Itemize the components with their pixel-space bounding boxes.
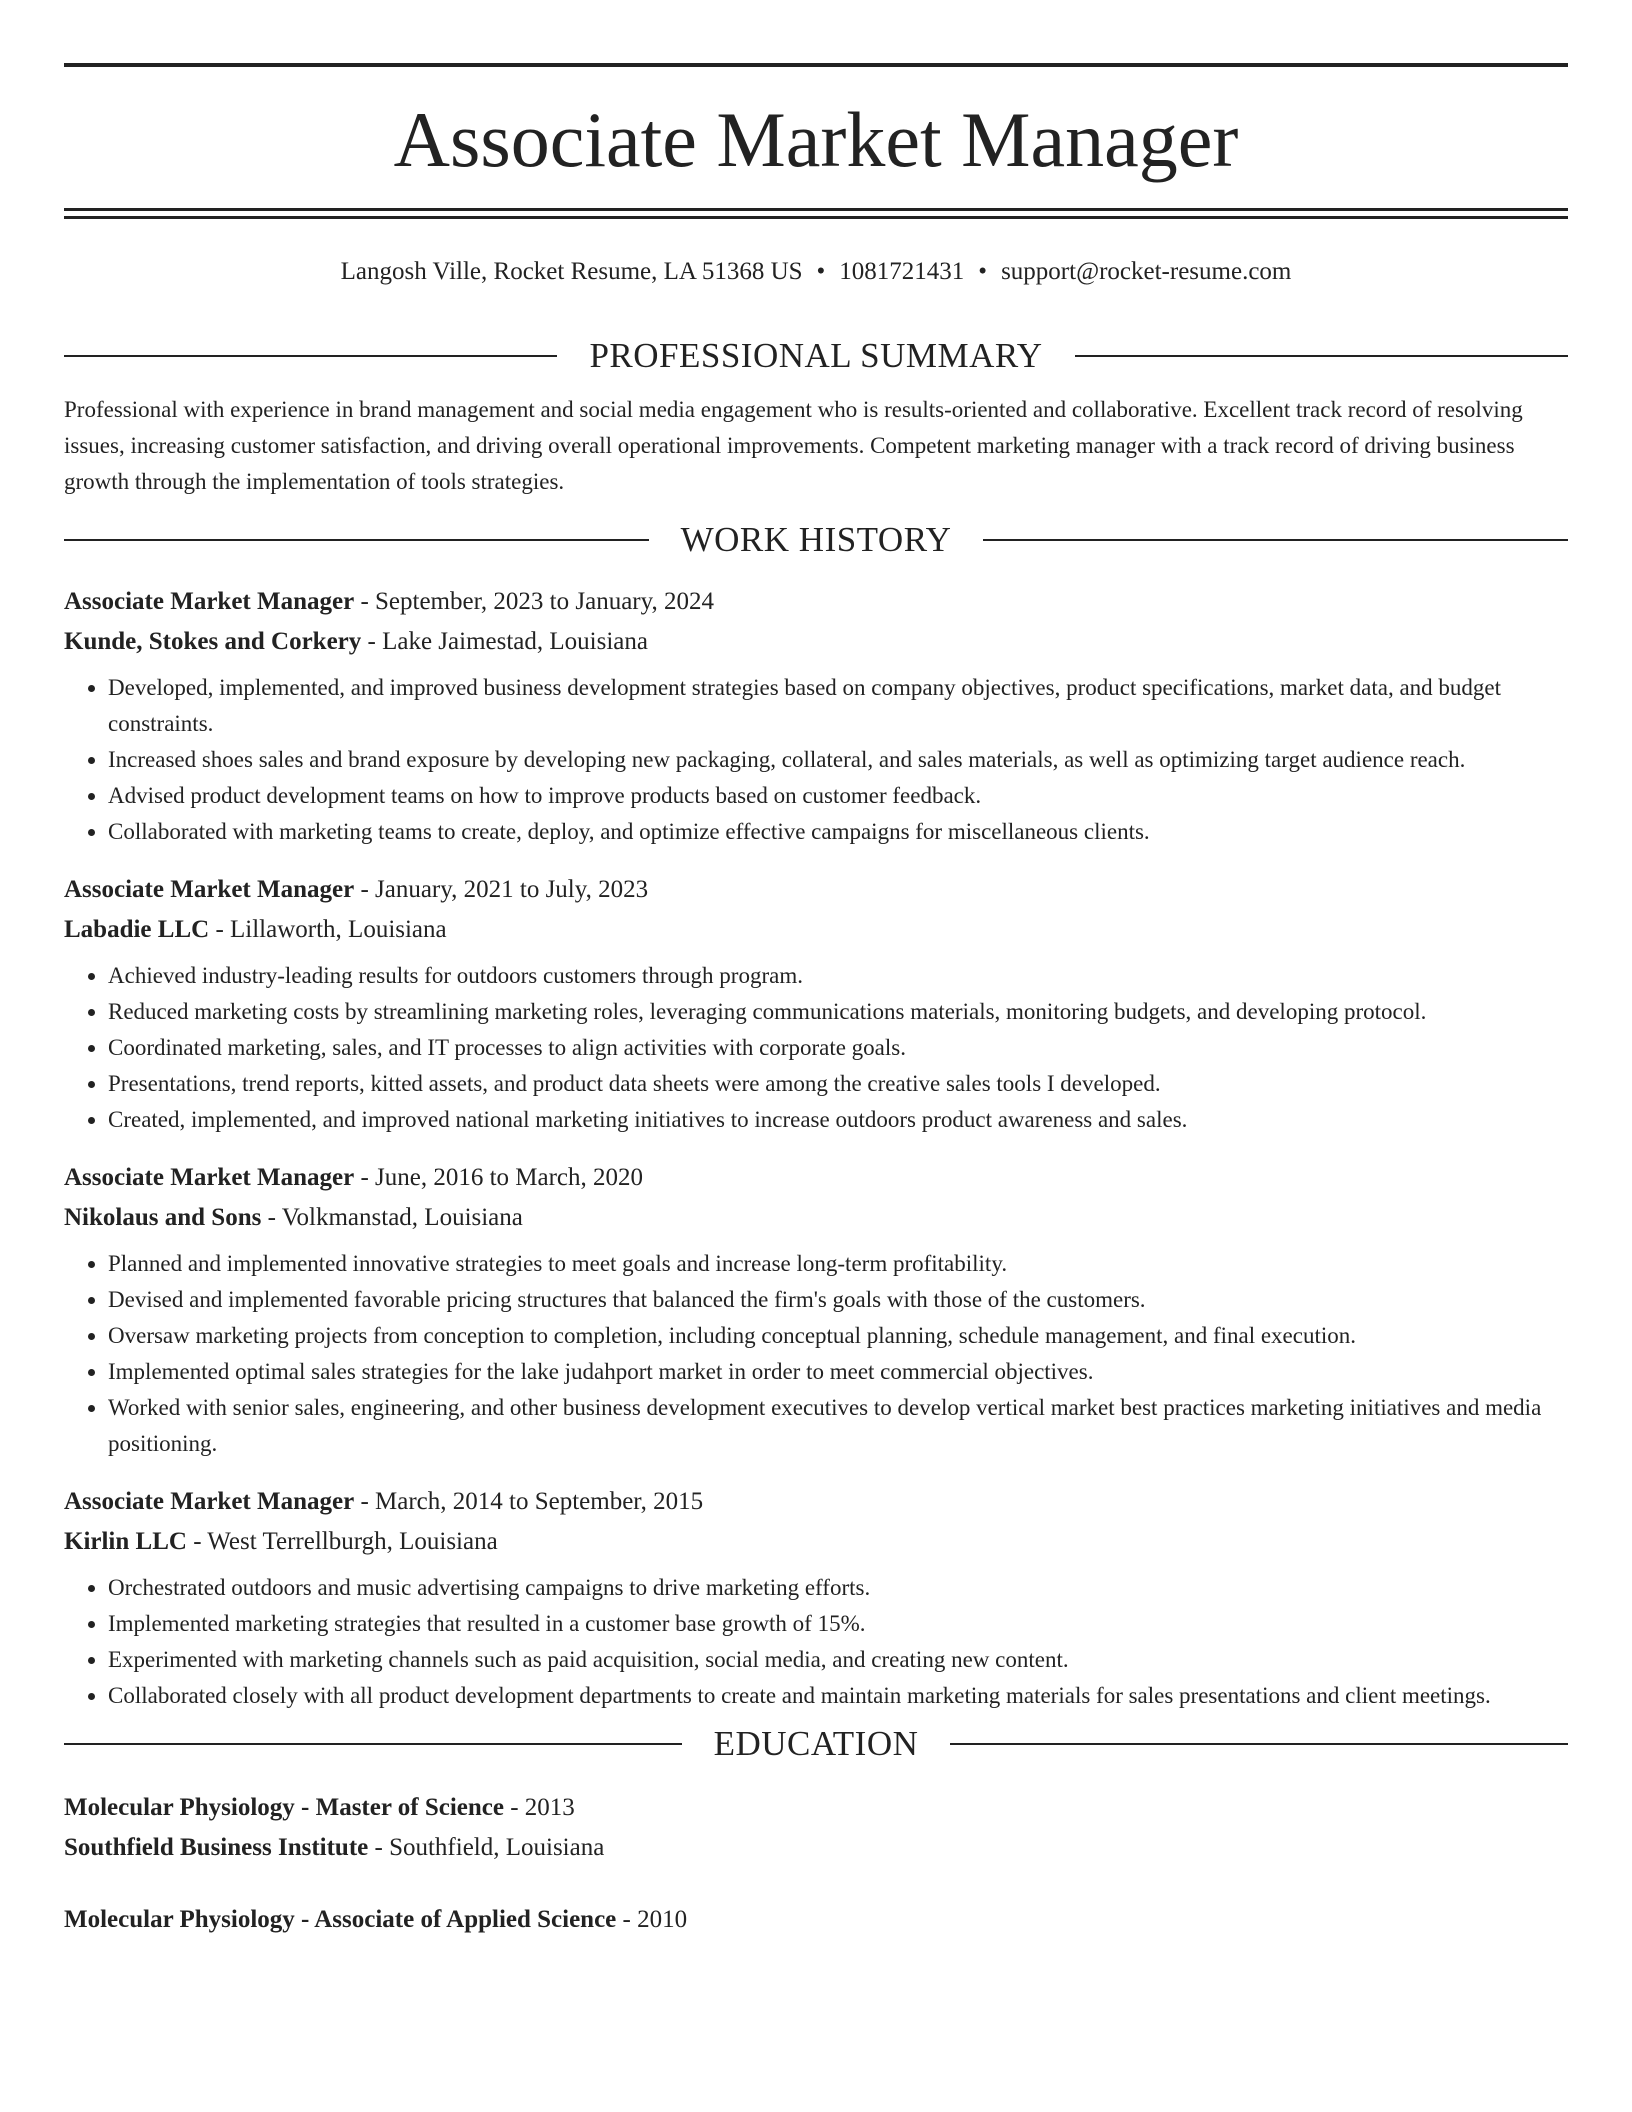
job-entry (64, 1158, 1568, 1462)
education-entry (64, 1900, 1568, 1940)
heading-rule-left (64, 1743, 682, 1745)
job-entry (64, 582, 1568, 850)
job-company: Nikolaus and Sons (64, 1204, 262, 1231)
job-company-line (64, 1522, 1568, 1562)
list-item: • Increased shoes sales and brand exposure by developing new packaging, collateral, and sales materials, as well as optimizing target audience reach. (108, 742, 1568, 778)
list-item: • Implemented optimal sales strategies for the lake judahport market in order to meet commercial objectives. (108, 1354, 1568, 1390)
list-item: • Experimented with marketing channels such as paid acquisition, social media, and creating new content. (108, 1642, 1568, 1678)
list-item: • Reduced marketing costs by streamlining marketing roles, leveraging communications materials, monitoring budgets, and developing protocol. (108, 994, 1568, 1030)
job-dates: - June, 2016 to March, 2020 (354, 1164, 644, 1191)
degree: Molecular Physiology - Master of Science (64, 1794, 504, 1821)
section-heading-summary (64, 326, 1568, 386)
degree-year: - 2013 (503, 1794, 575, 1821)
contact-phone: 1081721431 (839, 258, 965, 285)
job-dates: - September, 2023 to January, 2024 (354, 588, 714, 615)
job-location: - West Terrellburgh, Louisiana (186, 1528, 498, 1555)
job-dates: - March, 2014 to September, 2015 (354, 1488, 704, 1515)
section-heading-education (64, 1714, 1568, 1774)
job-title-line (64, 1482, 1568, 1522)
list-item: • Oversaw marketing projects from conception to completion, including conceptual planning, schedule management, and final execution. (108, 1318, 1568, 1354)
job-bullets (64, 1246, 1568, 1462)
list-item: • Implemented marketing strategies that resulted in a customer base growth of 15%. (108, 1606, 1568, 1642)
title-rule-lower (64, 216, 1568, 219)
contact-email[interactable]: support@rocket-resume.com (1001, 258, 1292, 285)
job-entry (64, 1482, 1568, 1714)
degree-year: - 2010 (616, 1906, 688, 1933)
job-location: - Lake Jaimestad, Louisiana (361, 628, 648, 655)
section-heading-work (64, 510, 1568, 570)
section-title: WORK HISTORY (680, 520, 952, 559)
list-item: • Advised product development teams on how to improve products based on customer feedback. (108, 778, 1568, 814)
job-title: Associate Market Manager (64, 588, 355, 615)
heading-rule-left (64, 355, 557, 357)
list-item: • Worked with senior sales, engineering, and other business development executives to develop vertical market best practices marketing initiatives and media positioning. (108, 1390, 1568, 1462)
job-title: Associate Market Manager (64, 1164, 355, 1191)
degree-line (64, 1900, 1568, 1940)
degree: Molecular Physiology - Associate of Applied Science (64, 1906, 617, 1933)
work-list (64, 582, 1568, 1714)
job-title-line (64, 870, 1568, 910)
heading-rule-right (1075, 355, 1568, 357)
list-item: • Collaborated closely with all product development departments to create and maintain marketing materials for sales presentations and client meetings. (108, 1678, 1568, 1714)
list-item: • Developed, implemented, and improved business development strategies based on company objectives, product specifications, market data, and budget constraints. (108, 670, 1568, 742)
title-rule-upper (64, 208, 1568, 211)
job-dates: - January, 2021 to July, 2023 (354, 876, 649, 903)
contact-separator: • (816, 258, 826, 285)
job-company-line (64, 622, 1568, 662)
heading-rule-left (64, 539, 649, 541)
job-title: Associate Market Manager (64, 876, 355, 903)
job-company: Kunde, Stokes and Corkery (64, 628, 362, 655)
job-title-line (64, 1158, 1568, 1198)
contact-line (64, 254, 1568, 290)
resume-title: Associate Market Manager (393, 96, 1239, 183)
job-company-line (64, 1198, 1568, 1238)
contact-address: Langosh Ville, Rocket Resume, LA 51368 US (340, 258, 803, 285)
list-item: • Orchestrated outdoors and music advertising campaigns to drive marketing efforts. (108, 1570, 1568, 1606)
job-bullets (64, 1570, 1568, 1714)
job-bullets (64, 670, 1568, 850)
job-entry (64, 870, 1568, 1138)
job-company: Labadie LLC (64, 916, 210, 943)
list-item: • Collaborated with marketing teams to create, deploy, and optimize effective campaigns for miscellaneous clients. (108, 814, 1568, 850)
resume-content (64, 326, 1568, 1940)
job-title-line (64, 582, 1568, 622)
list-item: • Created, implemented, and improved national marketing initiatives to increase outdoors product awareness and sales. (108, 1102, 1568, 1138)
section-title: EDUCATION (713, 1724, 919, 1763)
heading-rule-right (983, 539, 1568, 541)
list-item: • Achieved industry-leading results for outdoors customers through program. (108, 958, 1568, 994)
heading-rule-right (950, 1743, 1568, 1745)
list-item: • Planned and implemented innovative strategies to meet goals and increase long-term profitability. (108, 1246, 1568, 1282)
education-entry (64, 1788, 1568, 1868)
job-location: - Lillaworth, Louisiana (209, 916, 447, 943)
school-line (64, 1828, 1568, 1868)
list-item: • Coordinated marketing, sales, and IT processes to align activities with corporate goals. (108, 1030, 1568, 1066)
section-title: PROFESSIONAL SUMMARY (589, 336, 1043, 375)
degree-line (64, 1788, 1568, 1828)
job-title: Associate Market Manager (64, 1488, 355, 1515)
job-location: - Volkmanstad, Louisiana (261, 1204, 523, 1231)
contact-separator: • (978, 258, 988, 285)
list-item: • Presentations, trend reports, kitted assets, and product data sheets were among the creative sales tools I developed. (108, 1066, 1568, 1102)
job-company-line (64, 910, 1568, 950)
school: Southfield Business Institute (64, 1834, 369, 1861)
school-location: - Southfield, Louisiana (368, 1834, 605, 1861)
job-company: Kirlin LLC (64, 1528, 187, 1555)
top-rule (64, 63, 1568, 67)
list-item: • Devised and implemented favorable pricing structures that balanced the firm's goals with those of the customers. (108, 1282, 1568, 1318)
summary-text: Professional with experience in brand management and social media engagement who is results-oriented and collaborative. Excellent track record of resolving issues, increasing customer satisfaction, and driving overall operational improvements. Competent marketing manager with a track record of driving business growth through the implementation of tools strategies. (64, 397, 1523, 494)
job-bullets (64, 958, 1568, 1138)
